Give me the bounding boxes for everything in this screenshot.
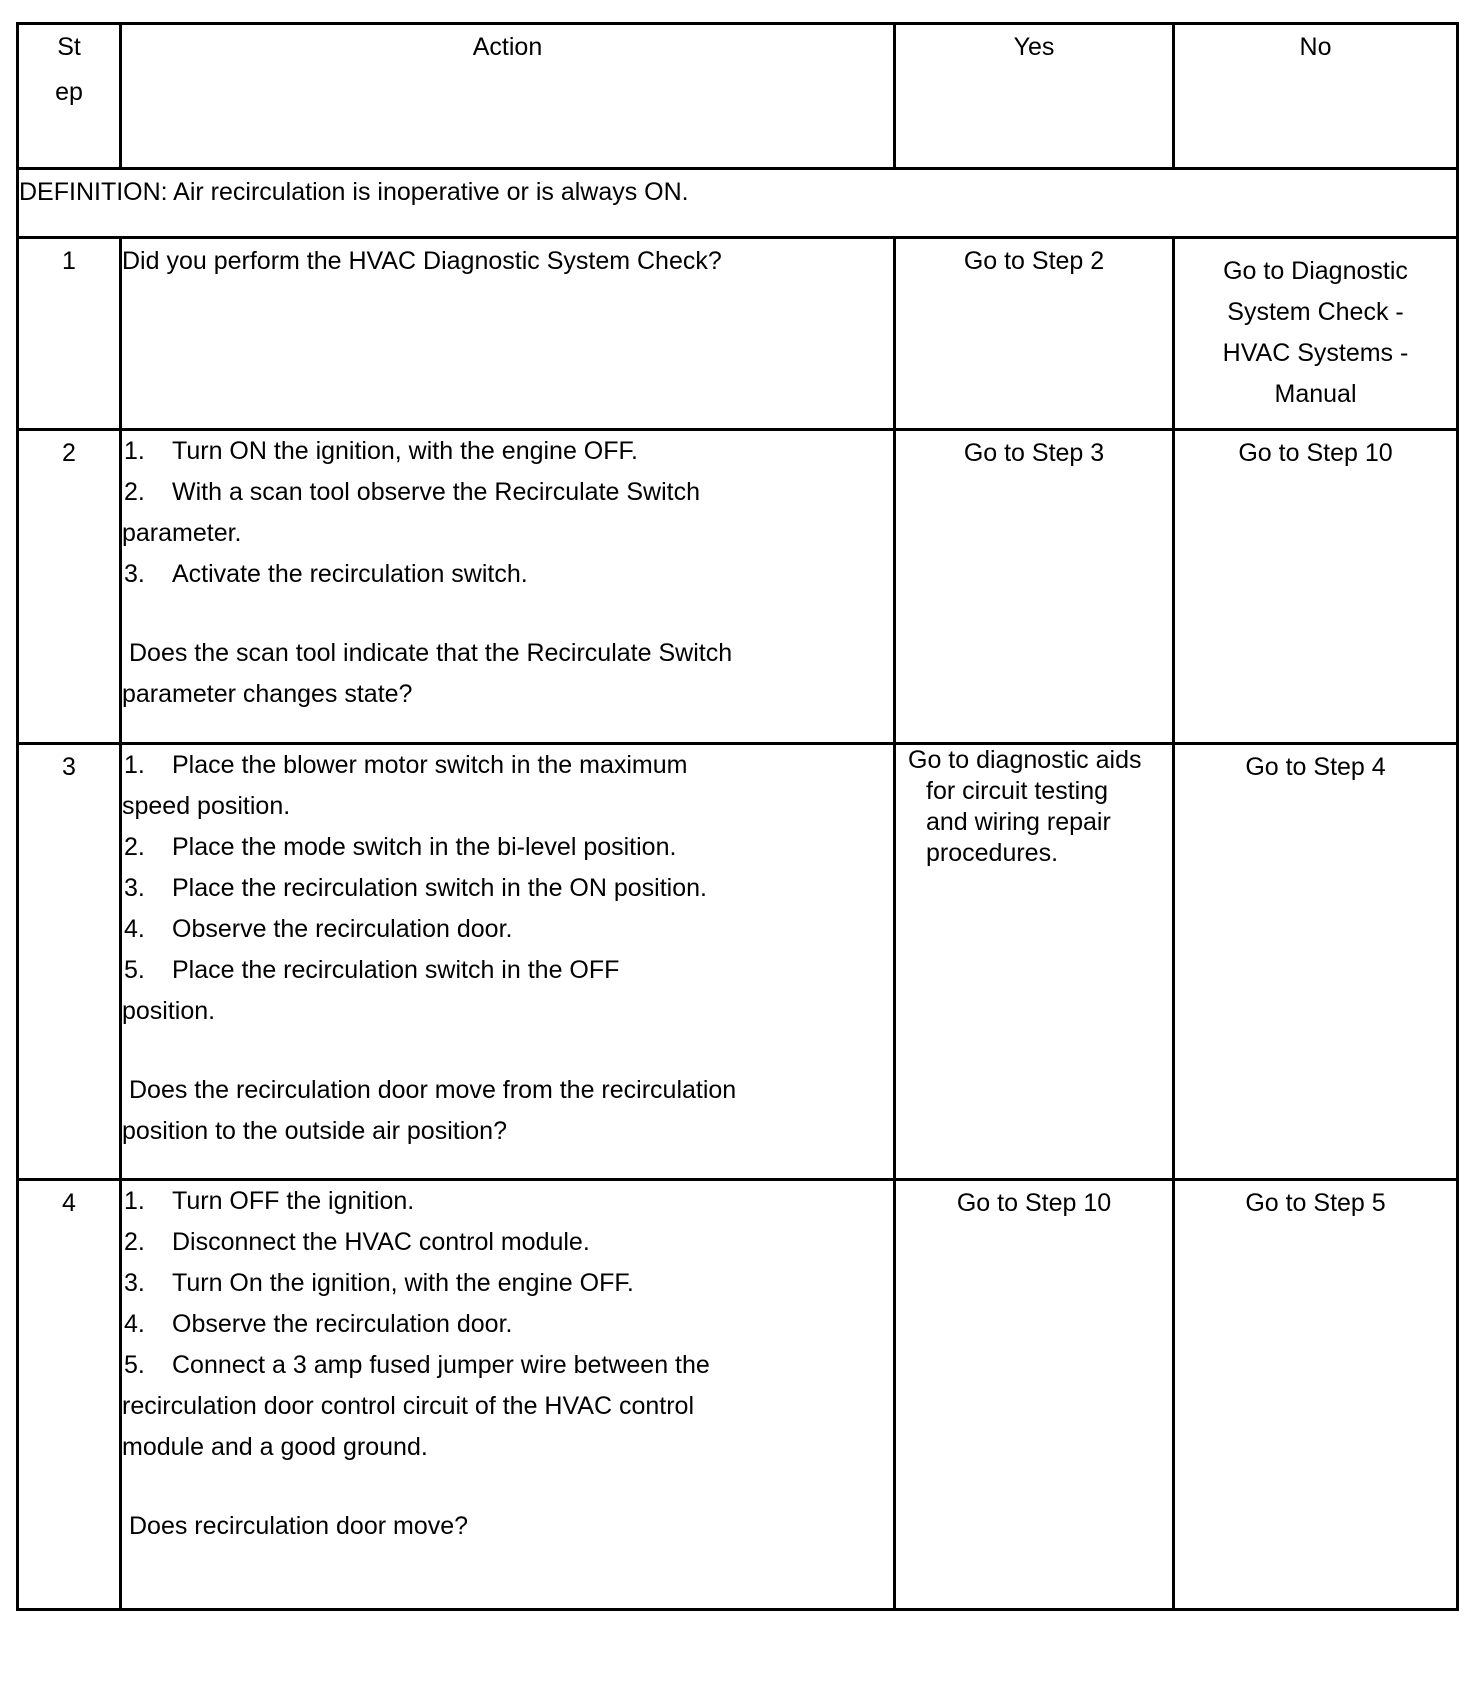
header-step-line2: ep <box>55 78 83 106</box>
step-row-2 <box>18 430 1458 744</box>
item-number: 1. <box>124 1187 145 1215</box>
action-item <box>122 1222 893 1263</box>
item-text: Activate the recirculation switch. <box>172 560 528 588</box>
action-cell <box>121 744 895 1180</box>
header-yes: Yes <box>895 24 1174 169</box>
item-text: position. <box>122 997 216 1025</box>
item-text: Observe the recirculation door. <box>172 1310 513 1338</box>
no-line: System Check - <box>1227 298 1404 326</box>
action-item <box>122 431 893 472</box>
action-item <box>122 1345 893 1386</box>
item-number: 3. <box>124 1269 145 1297</box>
item-number: 5. <box>124 1351 145 1379</box>
action-text: Did you perform the HVAC Diagnostic System Check? <box>122 247 722 275</box>
item-number: 4. <box>124 1310 145 1338</box>
action-item <box>122 1263 893 1304</box>
diagnostic-aids-text <box>896 745 1172 879</box>
action-item <box>122 909 893 950</box>
item-number: 4. <box>124 915 145 943</box>
question-text: Does recirculation door move? <box>129 1512 469 1540</box>
item-number: 1. <box>124 751 145 779</box>
action-cell <box>121 1180 895 1610</box>
header-row <box>18 24 1458 169</box>
question-text: Does the recirculation door move from the recirculation <box>129 1076 737 1104</box>
action-item <box>122 472 893 513</box>
action-item <box>122 786 893 827</box>
step-row-4 <box>18 1180 1458 1610</box>
question-text: position to the outside air position? <box>122 1117 507 1145</box>
item-text: speed position. <box>122 792 291 820</box>
no-line: Go to Diagnostic <box>1223 257 1408 285</box>
item-text: With a scan tool observe the Recirculate Switch <box>172 478 701 506</box>
header-step <box>18 24 121 169</box>
yes-line: Go to diagnostic aids <box>908 746 1142 774</box>
action-cell <box>121 430 895 744</box>
item-text: Turn OFF the ignition. <box>172 1187 415 1215</box>
header-step-line1: St <box>57 33 81 61</box>
action-item <box>122 1304 893 1345</box>
question-text: parameter changes state? <box>122 680 413 708</box>
item-number: 5. <box>124 956 145 984</box>
step-number: 3 <box>18 744 121 1180</box>
action-item <box>122 1427 893 1468</box>
definition-text: DEFINITION: Air recirculation is inoperative or is always ON. <box>18 169 1458 238</box>
step-row-1 <box>18 238 1458 430</box>
no-result: Go to Step 5 <box>1174 1180 1458 1610</box>
item-text: recirculation door control circuit of the HVAC control <box>122 1392 694 1420</box>
item-text: parameter. <box>122 519 242 547</box>
yes-result <box>895 744 1174 1180</box>
item-text: module and a good ground. <box>122 1433 428 1461</box>
yes-result: Go to Step 10 <box>895 1180 1174 1610</box>
yes-line: procedures. <box>926 839 1059 867</box>
action-cell <box>121 238 895 430</box>
header-action: Action <box>121 24 895 169</box>
item-number: 2. <box>124 833 145 861</box>
action-item <box>122 554 893 595</box>
definition-row <box>18 169 1458 238</box>
action-item <box>122 1386 893 1427</box>
action-item <box>122 868 893 909</box>
action-item <box>122 745 893 786</box>
step-number: 2 <box>18 430 121 744</box>
item-number: 3. <box>124 560 145 588</box>
no-result: Go to Step 4 <box>1174 744 1458 1180</box>
item-number: 3. <box>124 874 145 902</box>
item-number: 2. <box>124 478 145 506</box>
question-text: Does the scan tool indicate that the Recirculate Switch <box>129 639 733 667</box>
item-text: Disconnect the HVAC control module. <box>172 1228 590 1256</box>
item-number: 2. <box>124 1228 145 1256</box>
item-number: 1. <box>124 437 145 465</box>
action-item <box>122 950 893 991</box>
diagnostic-table <box>16 22 1459 1611</box>
item-text: Connect a 3 amp fused jumper wire between the <box>172 1351 710 1379</box>
item-text: Place the recirculation switch in the ON position. <box>172 874 707 902</box>
yes-line: and wiring repair <box>926 808 1111 836</box>
step-row-3 <box>18 744 1458 1180</box>
no-result <box>1174 238 1458 430</box>
item-text: Place the recirculation switch in the OFF <box>172 956 620 984</box>
header-no: No <box>1174 24 1458 169</box>
yes-result: Go to Step 3 <box>895 430 1174 744</box>
action-item <box>122 827 893 868</box>
no-line: Manual <box>1274 380 1357 408</box>
action-item <box>122 991 893 1032</box>
action-item <box>122 1181 893 1222</box>
yes-result: Go to Step 2 <box>895 238 1174 430</box>
item-text: Observe the recirculation door. <box>172 915 513 943</box>
no-result: Go to Step 10 <box>1174 430 1458 744</box>
step-number: 4 <box>18 1180 121 1610</box>
item-text: Place the mode switch in the bi-level position. <box>172 833 677 861</box>
action-item <box>122 513 893 554</box>
item-text: Place the blower motor switch in the maximum <box>172 751 688 779</box>
step-number: 1 <box>18 238 121 430</box>
item-text: Turn ON the ignition, with the engine OFF. <box>172 437 638 465</box>
item-text: Turn On the ignition, with the engine OFF. <box>172 1269 634 1297</box>
yes-line: for circuit testing <box>926 777 1109 805</box>
no-line: HVAC Systems - <box>1222 339 1409 367</box>
